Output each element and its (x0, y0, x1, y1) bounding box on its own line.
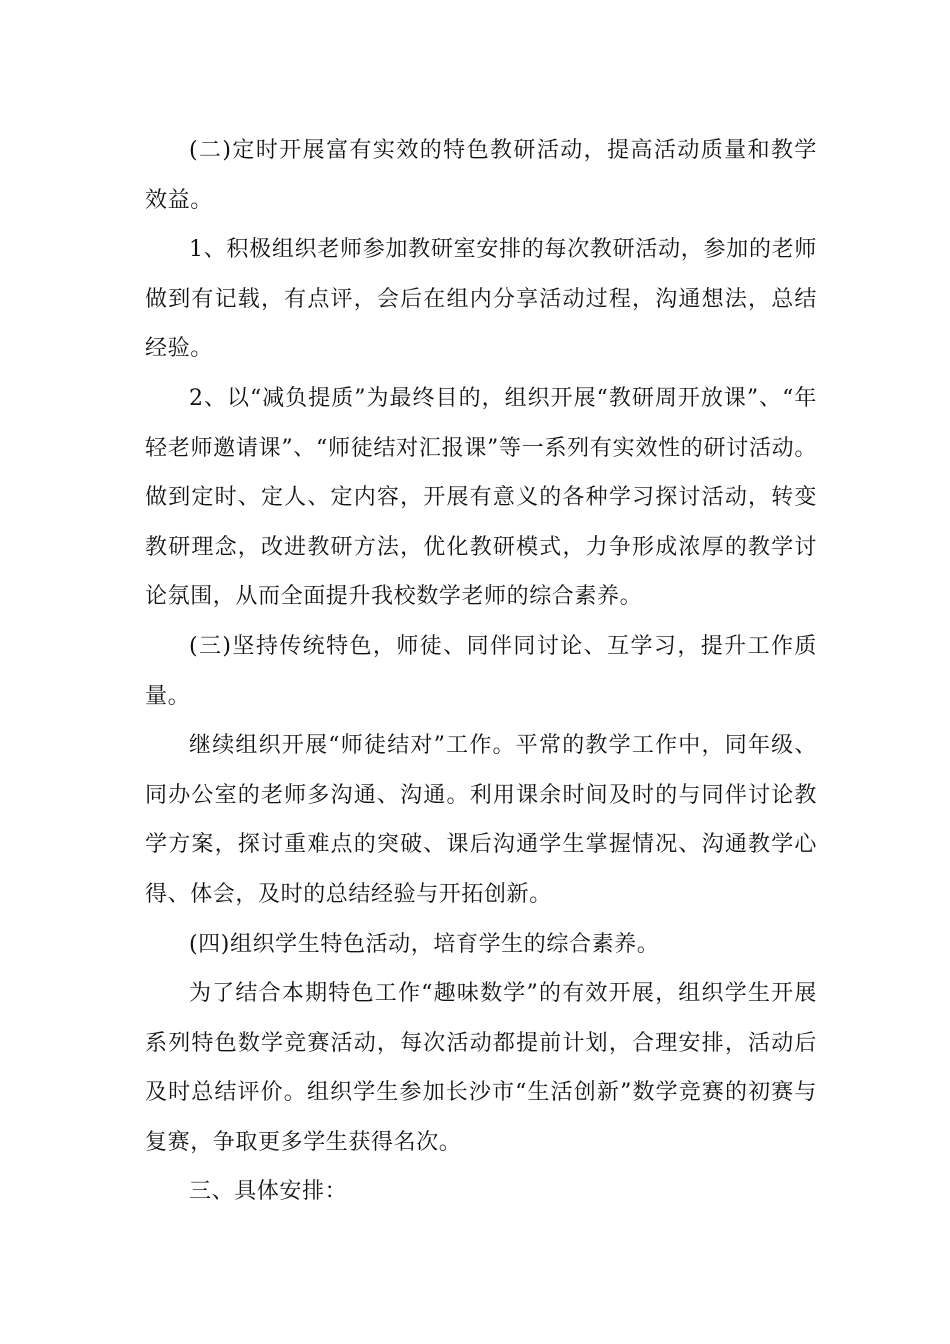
paragraph-section-2-heading: (二)定时开展富有实效的特色教研活动，提高活动质量和教学效益。 (145, 138, 817, 213)
paragraph-student-activities: 为了结合本期特色工作“趣味数学”的有效开展，组织学生开展系列特色数学竞赛活动，每次活动都提前计划，合理安排，活动后及时总结评价。组织学生参加长沙市“生活创新”数学竞赛的初赛与复赛，争取更多学生获得名次。 (145, 981, 817, 1155)
paragraph-section-3-heading: (三)坚持传统特色，师徒、同伴同讨论、互学习，提升工作质量。 (145, 633, 817, 709)
paragraph-schedule-heading: 三、具体安排： (189, 1179, 348, 1205)
paragraph-item-1: 1、积极组织老师参加教研室安排的每次教研活动，参加的老师做到有记载，有点评，会后在组内分享活动过程，沟通想法，总结经验。 (145, 237, 817, 362)
document-page (145, 126, 817, 1217)
paragraph-section-4-heading: (四)组织学生特色活动，培育学生的综合素养。 (189, 931, 660, 957)
paragraph-item-2: 2、以“减负提质”为最终目的，组织开展“教研周开放课”、“年轻老师邀请课”、“师徒结对汇报课”等一系列有实效性的研讨活动。做到定时、定人、定内容，开展有意义的各种学习探讨活动，转变教研理念，改进教研方法，优化教研模式，力争形成浓厚的教学讨论氛围，从而全面提升我校数学老师的综合素养。 (145, 385, 817, 610)
paragraph-mentoring: 继续组织开展“师徒结对”工作。平常的教学工作中，同年级、同办公室的老师多沟通、沟通。利用课余时间及时的与同伴讨论教学方案，探讨重难点的突破、课后沟通学生掌握情况、沟通教学心得、体会，及时的总结经验与开拓创新。 (145, 733, 817, 907)
